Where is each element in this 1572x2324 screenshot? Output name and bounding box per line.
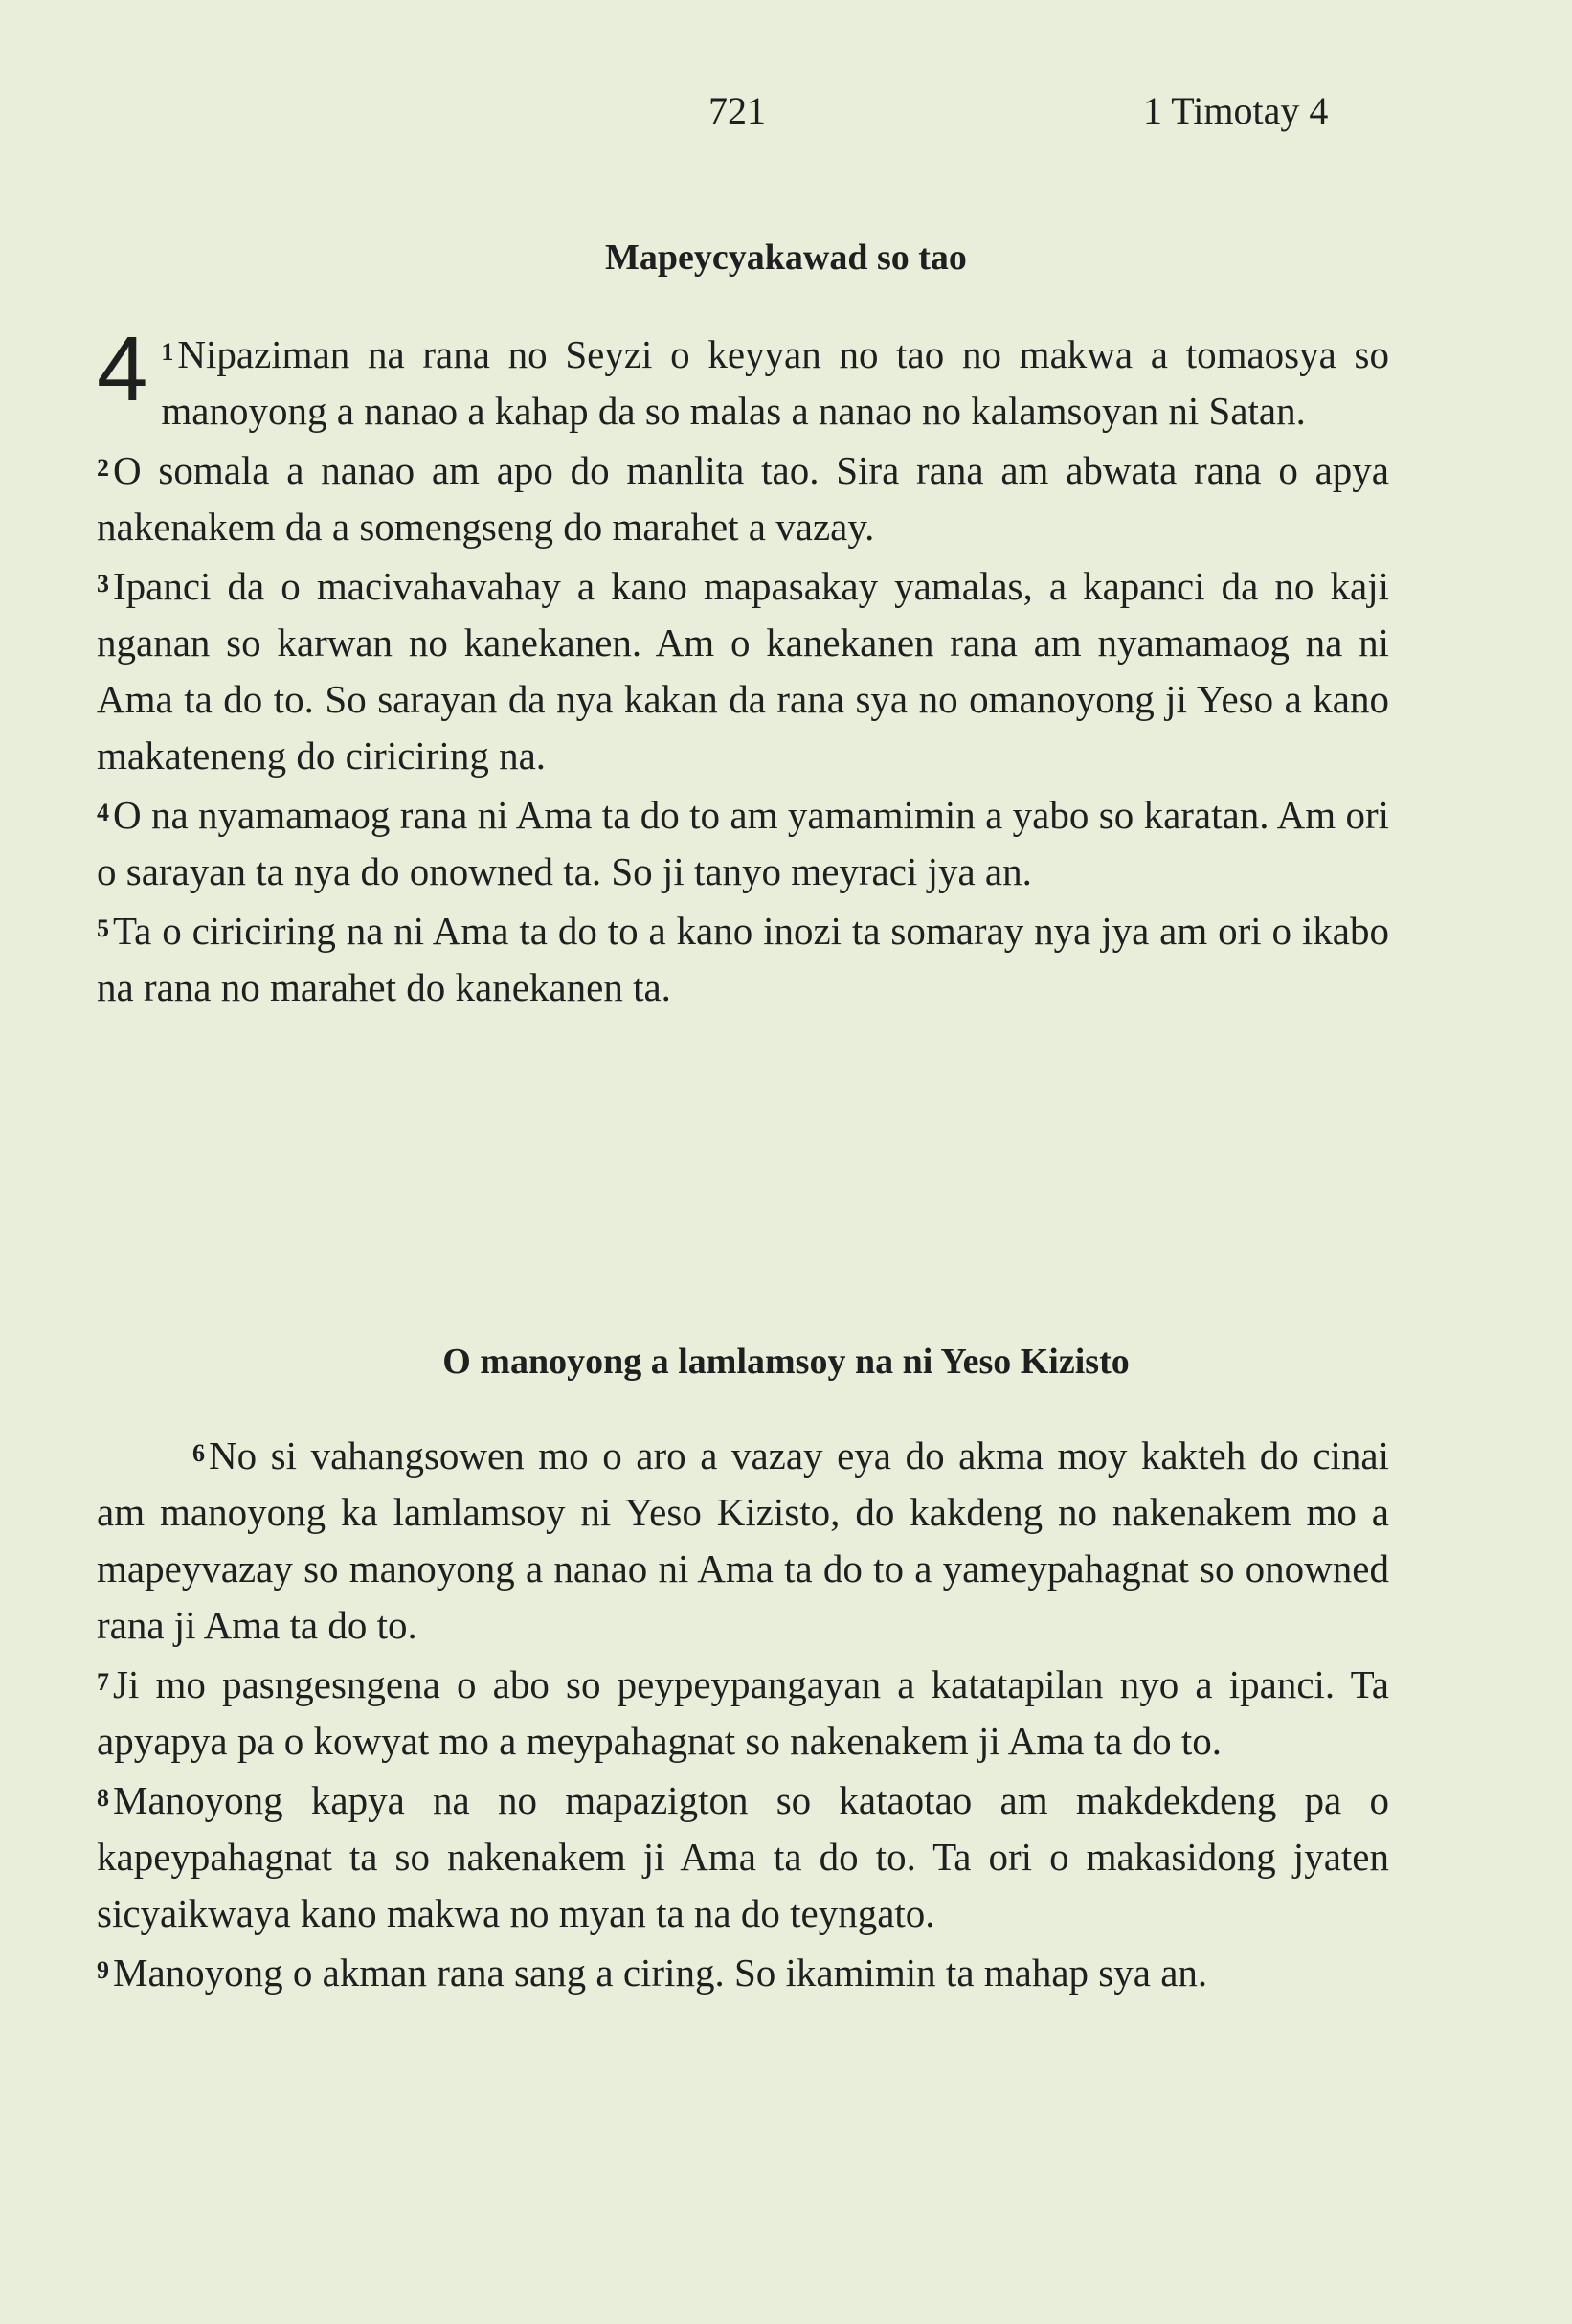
verse	[97, 1770, 1389, 1942]
verse-number: 9	[97, 1956, 109, 1984]
verse-text: No si vahangsowen mo o aro a vazay eya do akma moy kakteh do cinai am manoyong ka lamlamsoy ni Yeso Kizisto, do kakdeng no nakenakem mo a mapeyvazay so manoyong a nanao ni Ama ta do to a yameypahagnat so onowned rana ji Ama ta do to.	[97, 1433, 1389, 1647]
verse-number: 4	[97, 799, 109, 826]
verse	[97, 784, 1389, 900]
verse	[97, 440, 1389, 555]
verse-number: 2	[97, 454, 109, 482]
verse	[97, 1654, 1389, 1770]
section-heading: O manoyong a lamlamsoy na ni Yeso Kizisto	[442, 1342, 1130, 1382]
verse-number: 7	[97, 1668, 109, 1696]
verse-number: 1	[161, 338, 174, 366]
chapter-number: 4	[97, 318, 148, 420]
section-text	[97, 318, 1389, 1016]
section-text	[97, 1425, 1389, 2001]
verse-text: Manoyong kapya na no mapazigton so kataotao am makdekdeng pa o kapeypahagnat ta so nakenakem ji Ama ta do to. Ta ori o makasidong jyaten sicyaikwaya kano makwa no myan ta na do teyngato.	[97, 1778, 1389, 1935]
verse-text: Ta o ciriciring na ni Ama ta do to a kano inozi ta somaray nya jya am ori o ikabo na rana no marahet do kanekanen ta.	[97, 909, 1389, 1009]
verse	[97, 555, 1389, 784]
verse-text: O na nyamamaog rana ni Ama ta do to am yamamimin a yabo so karatan. Am ori o sarayan ta nya do onowned ta. So ji tanyo meyraci jya an.	[97, 793, 1389, 893]
page-number: 721	[708, 89, 766, 132]
verse-text: Ji mo pasngesngena o abo so peypeypangayan a katatapilan nyo a ipanci. Ta apyapya pa o kowyat mo a meypahagnat so nakenakem ji Ama ta do to.	[97, 1662, 1389, 1763]
verse-number: 8	[97, 1784, 109, 1812]
section-heading: Mapeycyakawad so tao	[605, 237, 967, 278]
verse-text: Manoyong o akman rana sang a ciring. So ikamimin ta mahap sya an.	[113, 1951, 1208, 1995]
verse-number: 3	[97, 570, 109, 598]
verse	[97, 900, 1389, 1016]
verse	[97, 1942, 1389, 2001]
verse-text: Nipaziman na rana no Seyzi o keyyan no tao no makwa a tomaosya so manoyong a nanao a kahap da so malas a nanao no kalamsoyan ni Satan.	[161, 332, 1389, 433]
running-header-reference: 1 Timotay 4	[1143, 89, 1329, 132]
verse-text: O somala a nanao am apo do manlita tao. Sira rana am abwata rana o apya nakenakem da a somengseng do marahet a vazay.	[97, 448, 1389, 549]
verse	[97, 1425, 1389, 1654]
verse-number: 5	[97, 914, 109, 942]
verse-number: 6	[192, 1439, 205, 1467]
verse-text: Ipanci da o macivahavahay a kano mapasakay yamalas, a kapanci da no kaji nganan so karwan no kanekanen. Am o kanekanen rana am nyamamaog na ni Ama ta do to. So sarayan da nya kakan da rana sya no omanoyong ji Yeso a kano makateneng do ciriciring na.	[97, 564, 1389, 778]
verse	[97, 318, 1389, 440]
